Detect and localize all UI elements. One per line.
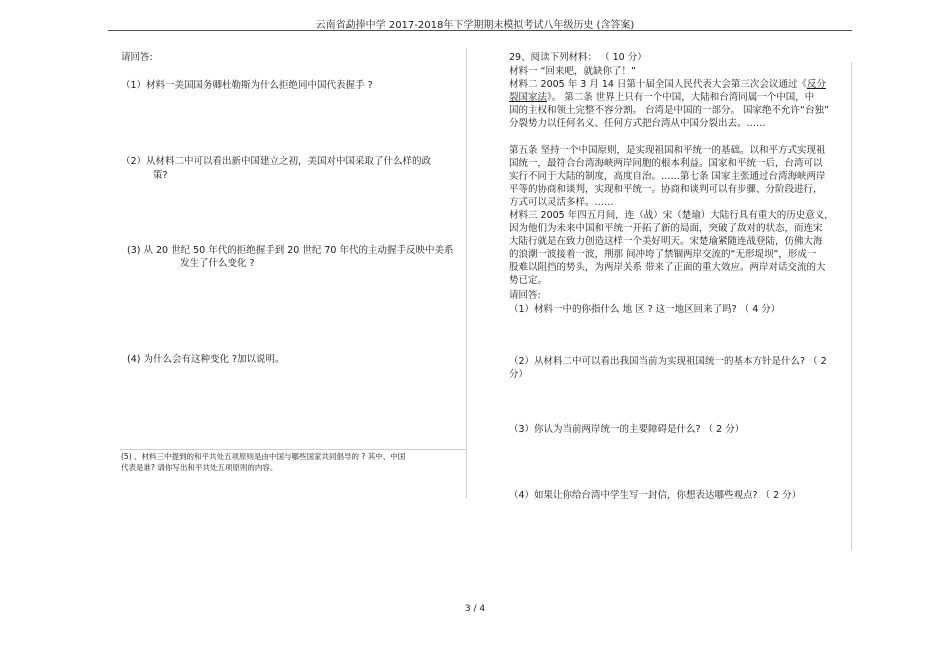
material-2-line2-text: 》。 第二条 世界上只有一个中国，大陆和台湾同属一个中国，中 xyxy=(547,92,815,103)
right-answer-prompt: 请回答: xyxy=(509,290,541,301)
left-question-1: （1）材料一美国国务卿杜勒斯为什么拒绝同中国代表握手 ? xyxy=(121,80,373,91)
left-question-2-line1: （2）从材料二中可以看出新中国建立之初，美国对中国采取了什么样的政 xyxy=(121,156,432,167)
page-header: 云南省勐捧中学 2017-2018年下学期期末模拟考试八年级历史 (含答案) xyxy=(315,20,635,31)
right-question-1: （1）材料一中的你指什么 地 区 ? 这一地区回来了吗? （ 4 分） xyxy=(509,304,781,315)
material-1: 材料一 “回来吧，就缺你了！” xyxy=(509,66,636,77)
material-3-line6: 势已定。 xyxy=(509,275,548,286)
left-answer-prompt: 请回答: xyxy=(121,52,153,63)
left-question-3-line1: (3) 从 20 世纪 50 年代的拒绝握手到 20 世纪 70 年代的主动握手反映中美系 xyxy=(127,245,454,256)
material-3-line2: 因为他们为未来中国和平统一开拓了新的局面，突破了敌对的状态，而连宋 xyxy=(509,223,823,234)
article-5-line4: 平等的协商和谈判，实现和平统一。协商和谈判可以有步骤、分阶段进行， xyxy=(509,184,823,195)
article-5-line2: 国统一，最符合台湾海峡两岸同胞的根本利益。国家和平统一后，台湾可以 xyxy=(509,158,823,169)
material-3-line1: 材料三 2005 年四五月间，连（战）宋（楚瑜）大陆行具有重大的历史意义， xyxy=(509,210,834,221)
material-3-line4: 的浪潮一波接着一波，荆那 间冲垮了禁锢两岸交流的“无形堤坝”，形成一 xyxy=(509,249,817,260)
right-question-3: （3）你认为当前两岸统一的主要障碍是什么? （ 2 分） xyxy=(509,424,745,435)
law-title-part1: 反分 xyxy=(806,79,826,90)
material-2-line3: 国的主权和领土完整不容分割。 台湾是中国的一部分。 国家绝不允许“台独” xyxy=(509,105,829,116)
law-title-part2: 裂国家法 xyxy=(509,92,548,103)
right-question-4: （4）如果让你给台湾中学生写一封信，你想表达哪些观点? （ 2 分） xyxy=(509,490,802,501)
left-column-guide xyxy=(466,48,467,498)
page-number: 3 / 4 xyxy=(464,604,486,614)
material-3-line3: 大陆行就是在致力创造这样一个美好明天。宋楚瑜紧随连战登陆，仿佛大海 xyxy=(509,236,823,247)
article-5-line5: 方式可以灵活多样。…… xyxy=(509,197,614,208)
left-question-4: (4) 为什么会有这种变化 ?加以说明。 xyxy=(127,354,285,365)
material-2-line2 xyxy=(509,92,814,103)
left-question-3-line2: 发生了什么变化 ? xyxy=(180,258,255,269)
article-5-line1: 第五条 坚持一个中国原则，是实现祖国和平统一的基础。以和平方式实现祖 xyxy=(509,145,826,156)
right-question-2-line2: 分） xyxy=(509,369,529,380)
question-29-heading: 29、阅读下列材料： （ 10 分） xyxy=(509,52,647,63)
header-rule xyxy=(108,30,852,31)
left-question-2-line2: 策? xyxy=(153,170,168,181)
material-2-line1 xyxy=(509,79,826,90)
material-3-line5: 股难以阻挡的势头，为两岸关系 带来了正面的重大效应。两岸对话交流的大 xyxy=(509,262,826,273)
material-2-line1-text: 材料二 2005 年 3 月 14 日第十届全国人民代表大会第三次会议通过《 xyxy=(509,79,807,90)
right-question-2-line1: （2）从材料二中可以看出我国当前为实现祖国统一的基本方针是什么? （ 2 xyxy=(509,356,827,367)
right-column-guide xyxy=(851,62,852,550)
left-question-5-line1: (5) 、材料三中提到的和平共处五项原则是由中国与哪些国家共同倡导的 ? 其中、中国 xyxy=(121,452,406,461)
material-2-line4: 分裂势力以任何名义、任何方式把台湾从中国分裂出去。…… xyxy=(509,118,766,129)
article-5-line3: 实行不同于大陆的制度，高度自治。……第七条 国家主张通过台湾海峡两岸 xyxy=(509,171,826,182)
q5-guide-line xyxy=(120,449,466,450)
left-question-5-line2: 代表是谁? 请你写出和平共处五项原则的内容。 xyxy=(121,463,278,472)
